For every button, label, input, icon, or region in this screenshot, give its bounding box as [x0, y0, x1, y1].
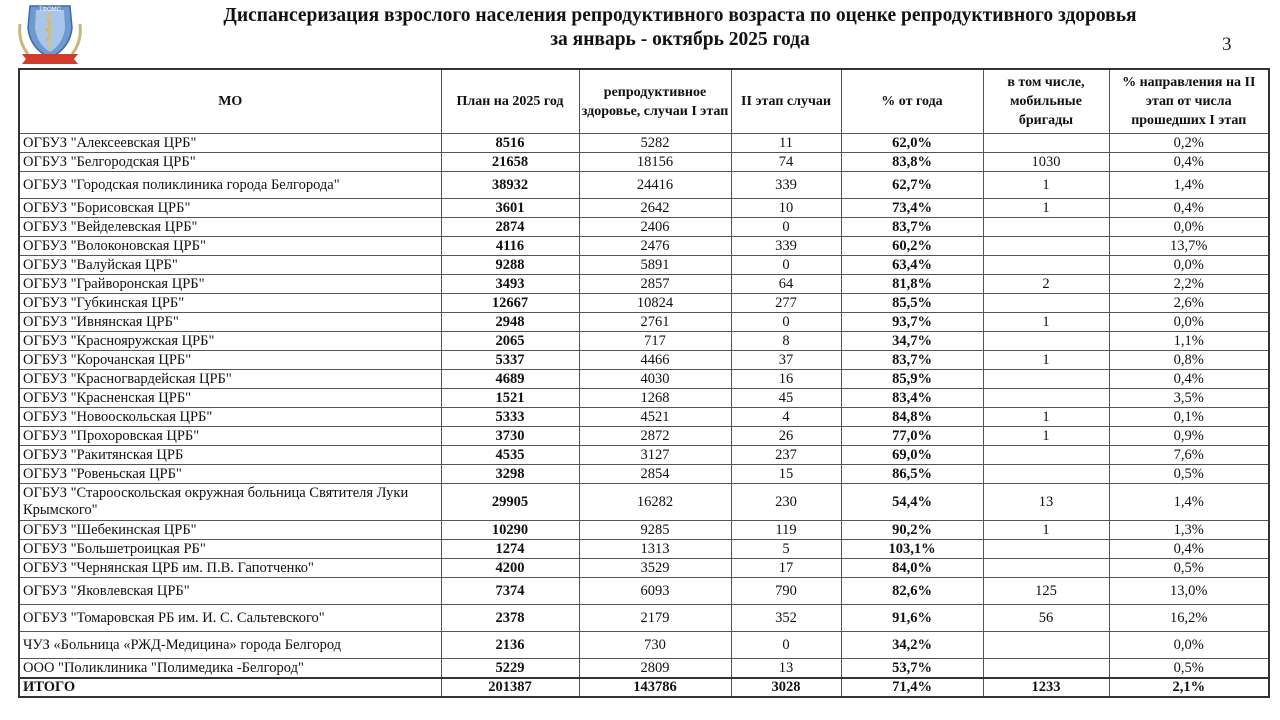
stage1-cell: 730	[579, 632, 731, 659]
mo-cell: ОГБУЗ "Валуйская ЦРБ"	[19, 256, 441, 275]
mobile-cell: 1	[983, 521, 1109, 540]
table-row	[19, 332, 1269, 351]
mobile-cell	[983, 659, 1109, 679]
shield-emblem-icon	[14, 2, 86, 66]
total-plan-cell: 201387	[441, 678, 579, 697]
mo-cell: ОГБУЗ "Новооскольская ЦРБ"	[19, 408, 441, 427]
stage2-cell: 64	[731, 275, 841, 294]
stage1-cell: 10824	[579, 294, 731, 313]
plan-cell: 29905	[441, 484, 579, 521]
mobile-cell	[983, 332, 1109, 351]
plan-cell: 10290	[441, 521, 579, 540]
table-row	[19, 408, 1269, 427]
mo-cell: ОГБУЗ "Борисовская ЦРБ"	[19, 199, 441, 218]
stage1-cell: 4466	[579, 351, 731, 370]
stage1-cell: 2642	[579, 199, 731, 218]
direction-cell: 0,4%	[1109, 370, 1269, 389]
stage1-cell: 1313	[579, 540, 731, 559]
total-direction-cell: 2,1%	[1109, 678, 1269, 697]
total-pct-cell: 71,4%	[841, 678, 983, 697]
mobile-cell	[983, 446, 1109, 465]
table-row	[19, 218, 1269, 237]
stage1-cell: 2761	[579, 313, 731, 332]
mobile-cell: 56	[983, 605, 1109, 632]
table-row	[19, 237, 1269, 256]
pct-cell: 83,7%	[841, 218, 983, 237]
mo-cell: ОГБУЗ "Вейделевская ЦРБ"	[19, 218, 441, 237]
plan-cell: 3298	[441, 465, 579, 484]
table-row	[19, 153, 1269, 172]
total-row	[19, 678, 1269, 697]
plan-cell: 12667	[441, 294, 579, 313]
direction-cell: 0,4%	[1109, 153, 1269, 172]
mobile-cell: 1030	[983, 153, 1109, 172]
pct-cell: 84,0%	[841, 559, 983, 578]
pct-cell: 62,7%	[841, 172, 983, 199]
pct-cell: 63,4%	[841, 256, 983, 275]
direction-cell: 7,6%	[1109, 446, 1269, 465]
direction-cell: 16,2%	[1109, 605, 1269, 632]
plan-cell: 8516	[441, 134, 579, 153]
stage2-cell: 0	[731, 632, 841, 659]
table-row	[19, 540, 1269, 559]
stage2-cell: 17	[731, 559, 841, 578]
stage2-cell: 4	[731, 408, 841, 427]
plan-cell: 2378	[441, 605, 579, 632]
plan-cell: 5333	[441, 408, 579, 427]
table-row	[19, 172, 1269, 199]
direction-cell: 0,5%	[1109, 559, 1269, 578]
mobile-cell	[983, 465, 1109, 484]
title-line-1: Диспансеризация взрослого населения репродуктивного возраста по оценке репродуктивного здоровья	[223, 5, 1137, 26]
stage1-cell: 2872	[579, 427, 731, 446]
mo-cell: ОГБУЗ "Волоконовская ЦРБ"	[19, 237, 441, 256]
mo-cell: ОГБУЗ "Большетроицкая РБ"	[19, 540, 441, 559]
mo-cell: ОГБУЗ "Ивнянская ЦРБ"	[19, 313, 441, 332]
stage2-cell: 11	[731, 134, 841, 153]
direction-cell: 0,8%	[1109, 351, 1269, 370]
mo-cell: ОГБУЗ "Шебекинская ЦРБ"	[19, 521, 441, 540]
stage1-cell: 2854	[579, 465, 731, 484]
table-row	[19, 370, 1269, 389]
table-row	[19, 134, 1269, 153]
title-line-2: за январь - октябрь 2025 года	[550, 29, 810, 50]
mo-cell: ОГБУЗ "Белгородская ЦРБ"	[19, 153, 441, 172]
direction-cell: 1,4%	[1109, 172, 1269, 199]
stage1-cell: 2476	[579, 237, 731, 256]
stage2-cell: 26	[731, 427, 841, 446]
pct-cell: 83,4%	[841, 389, 983, 408]
plan-cell: 4689	[441, 370, 579, 389]
mobile-cell	[983, 294, 1109, 313]
pct-cell: 82,6%	[841, 578, 983, 605]
stage2-cell: 277	[731, 294, 841, 313]
mo-cell: ОГБУЗ "Красненская ЦРБ"	[19, 389, 441, 408]
stage1-cell: 2406	[579, 218, 731, 237]
stage1-cell: 2179	[579, 605, 731, 632]
stage2-cell: 15	[731, 465, 841, 484]
col-header-plan: План на 2025 год	[441, 69, 579, 134]
pct-cell: 90,2%	[841, 521, 983, 540]
pct-cell: 60,2%	[841, 237, 983, 256]
table-row	[19, 605, 1269, 632]
table-row	[19, 427, 1269, 446]
direction-cell: 2,2%	[1109, 275, 1269, 294]
mo-cell: ОГБУЗ "Яковлевская ЦРБ"	[19, 578, 441, 605]
stage2-cell: 339	[731, 237, 841, 256]
direction-cell: 0,4%	[1109, 199, 1269, 218]
mobile-cell: 1	[983, 313, 1109, 332]
mobile-cell	[983, 389, 1109, 408]
table-header-row	[19, 69, 1269, 134]
mo-cell: ОГБУЗ "Губкинская ЦРБ"	[19, 294, 441, 313]
direction-cell: 0,2%	[1109, 134, 1269, 153]
plan-cell: 7374	[441, 578, 579, 605]
mo-cell: ОГБУЗ "Ровеньская ЦРБ"	[19, 465, 441, 484]
stage2-cell: 0	[731, 218, 841, 237]
stage1-cell: 717	[579, 332, 731, 351]
direction-cell: 13,0%	[1109, 578, 1269, 605]
mobile-cell: 2	[983, 275, 1109, 294]
plan-cell: 2874	[441, 218, 579, 237]
direction-cell: 3,5%	[1109, 389, 1269, 408]
stage2-cell: 790	[731, 578, 841, 605]
stage1-cell: 24416	[579, 172, 731, 199]
mo-cell: ОГБУЗ "Чернянская ЦРБ им. П.В. Гапотченко"	[19, 559, 441, 578]
stage2-cell: 16	[731, 370, 841, 389]
plan-cell: 3601	[441, 199, 579, 218]
mobile-cell: 1	[983, 408, 1109, 427]
stage1-cell: 18156	[579, 153, 731, 172]
stage2-cell: 339	[731, 172, 841, 199]
mobile-cell	[983, 632, 1109, 659]
table-row	[19, 446, 1269, 465]
plan-cell: 5337	[441, 351, 579, 370]
stage1-cell: 2809	[579, 659, 731, 679]
direction-cell: 1,3%	[1109, 521, 1269, 540]
mobile-cell	[983, 256, 1109, 275]
total-mo-cell: ИТОГО	[19, 678, 441, 697]
mobile-cell	[983, 134, 1109, 153]
pct-cell: 84,8%	[841, 408, 983, 427]
stage2-cell: 45	[731, 389, 841, 408]
table-row	[19, 313, 1269, 332]
plan-cell: 1521	[441, 389, 579, 408]
mobile-cell: 13	[983, 484, 1109, 521]
table-row	[19, 199, 1269, 218]
direction-cell: 1,4%	[1109, 484, 1269, 521]
stage1-cell: 3127	[579, 446, 731, 465]
direction-cell: 0,5%	[1109, 659, 1269, 679]
direction-cell: 0,1%	[1109, 408, 1269, 427]
table-row	[19, 256, 1269, 275]
plan-cell: 3493	[441, 275, 579, 294]
stage1-cell: 16282	[579, 484, 731, 521]
plan-cell: 2065	[441, 332, 579, 351]
pct-cell: 83,8%	[841, 153, 983, 172]
stage2-cell: 8	[731, 332, 841, 351]
col-header-direction: % направления на II этап от числа прошедших I этап	[1109, 69, 1269, 134]
total-stage1-cell: 143786	[579, 678, 731, 697]
table-row	[19, 351, 1269, 370]
stage2-cell: 0	[731, 313, 841, 332]
table-row	[19, 465, 1269, 484]
pct-cell: 91,6%	[841, 605, 983, 632]
stage2-cell: 119	[731, 521, 841, 540]
mo-cell: ЧУЗ «Больница «РЖД-Медицина» города Белгород	[19, 632, 441, 659]
mo-cell: ОГБУЗ "Прохоровская ЦРБ"	[19, 427, 441, 446]
plan-cell: 2948	[441, 313, 579, 332]
direction-cell: 0,5%	[1109, 465, 1269, 484]
stage2-cell: 13	[731, 659, 841, 679]
stage1-cell: 4521	[579, 408, 731, 427]
mo-cell: ООО "Поликлиника "Полимедика -Белгород"	[19, 659, 441, 679]
plan-cell: 3730	[441, 427, 579, 446]
stage2-cell: 237	[731, 446, 841, 465]
mobile-cell: 1	[983, 172, 1109, 199]
stage2-cell: 230	[731, 484, 841, 521]
page-title	[150, 4, 1210, 52]
mo-cell: ОГБУЗ "Грайворонская ЦРБ"	[19, 275, 441, 294]
stage2-cell: 352	[731, 605, 841, 632]
table-row	[19, 275, 1269, 294]
table-row	[19, 659, 1269, 679]
stage1-cell: 9285	[579, 521, 731, 540]
col-header-mo: МО	[19, 69, 441, 134]
plan-cell: 4535	[441, 446, 579, 465]
direction-cell: 0,0%	[1109, 256, 1269, 275]
mobile-cell	[983, 370, 1109, 389]
pct-cell: 69,0%	[841, 446, 983, 465]
pct-cell: 83,7%	[841, 351, 983, 370]
direction-cell: 2,6%	[1109, 294, 1269, 313]
mo-cell: ОГБУЗ "Краснояружская ЦРБ"	[19, 332, 441, 351]
stage2-cell: 0	[731, 256, 841, 275]
table-row	[19, 578, 1269, 605]
table-row	[19, 294, 1269, 313]
total-stage2-cell: 3028	[731, 678, 841, 697]
stage1-cell: 6093	[579, 578, 731, 605]
mobile-cell	[983, 540, 1109, 559]
pct-cell: 34,2%	[841, 632, 983, 659]
col-header-mobile: в том числе, мобильные бригады	[983, 69, 1109, 134]
pct-cell: 34,7%	[841, 332, 983, 351]
mobile-cell: 1	[983, 351, 1109, 370]
pct-cell: 85,9%	[841, 370, 983, 389]
plan-cell: 38932	[441, 172, 579, 199]
svg-text:ТФОМС: ТФОМС	[38, 7, 62, 13]
plan-cell: 5229	[441, 659, 579, 679]
mobile-cell: 125	[983, 578, 1109, 605]
direction-cell: 13,7%	[1109, 237, 1269, 256]
direction-cell: 0,9%	[1109, 427, 1269, 446]
stage2-cell: 37	[731, 351, 841, 370]
stage1-cell: 5282	[579, 134, 731, 153]
mo-cell: ОГБУЗ "Корочанская ЦРБ"	[19, 351, 441, 370]
mobile-cell	[983, 559, 1109, 578]
stage1-cell: 5891	[579, 256, 731, 275]
mo-cell: ОГБУЗ "Городская поликлиника города Белгорода"	[19, 172, 441, 199]
stage1-cell: 2857	[579, 275, 731, 294]
pct-cell: 53,7%	[841, 659, 983, 679]
mo-cell: ОГБУЗ "Ракитянская ЦРБ	[19, 446, 441, 465]
direction-cell: 0,0%	[1109, 218, 1269, 237]
plan-cell: 21658	[441, 153, 579, 172]
table-row	[19, 389, 1269, 408]
plan-cell: 2136	[441, 632, 579, 659]
mobile-cell: 1	[983, 199, 1109, 218]
table-row	[19, 521, 1269, 540]
mo-cell: ОГБУЗ "Красногвардейская ЦРБ"	[19, 370, 441, 389]
col-header-stage2: II этап случаи	[731, 69, 841, 134]
pct-cell: 86,5%	[841, 465, 983, 484]
col-header-pct: % от года	[841, 69, 983, 134]
plan-cell: 4200	[441, 559, 579, 578]
pct-cell: 103,1%	[841, 540, 983, 559]
table-row	[19, 484, 1269, 521]
stage2-cell: 5	[731, 540, 841, 559]
table-row	[19, 632, 1269, 659]
total-mobile-cell: 1233	[983, 678, 1109, 697]
dispensary-table	[18, 68, 1270, 698]
pct-cell: 85,5%	[841, 294, 983, 313]
pct-cell: 93,7%	[841, 313, 983, 332]
direction-cell: 0,0%	[1109, 313, 1269, 332]
mobile-cell	[983, 218, 1109, 237]
page-number: 3	[1222, 34, 1232, 55]
mo-cell: ОГБУЗ "Старооскольская окружная больница Святителя Луки Крымского"	[19, 484, 441, 521]
direction-cell: 0,0%	[1109, 632, 1269, 659]
stage1-cell: 1268	[579, 389, 731, 408]
plan-cell: 1274	[441, 540, 579, 559]
mobile-cell: 1	[983, 427, 1109, 446]
pct-cell: 54,4%	[841, 484, 983, 521]
pct-cell: 77,0%	[841, 427, 983, 446]
mobile-cell	[983, 237, 1109, 256]
pct-cell: 73,4%	[841, 199, 983, 218]
pct-cell: 62,0%	[841, 134, 983, 153]
stage2-cell: 10	[731, 199, 841, 218]
stage1-cell: 4030	[579, 370, 731, 389]
stage2-cell: 74	[731, 153, 841, 172]
col-header-stage1: репродуктивное здоровье, случаи I этап	[579, 69, 731, 134]
plan-cell: 4116	[441, 237, 579, 256]
stage1-cell: 3529	[579, 559, 731, 578]
table-row	[19, 559, 1269, 578]
pct-cell: 81,8%	[841, 275, 983, 294]
mo-cell: ОГБУЗ "Томаровская РБ им. И. С. Сальтевского"	[19, 605, 441, 632]
direction-cell: 1,1%	[1109, 332, 1269, 351]
mo-cell: ОГБУЗ "Алексеевская ЦРБ"	[19, 134, 441, 153]
direction-cell: 0,4%	[1109, 540, 1269, 559]
plan-cell: 9288	[441, 256, 579, 275]
